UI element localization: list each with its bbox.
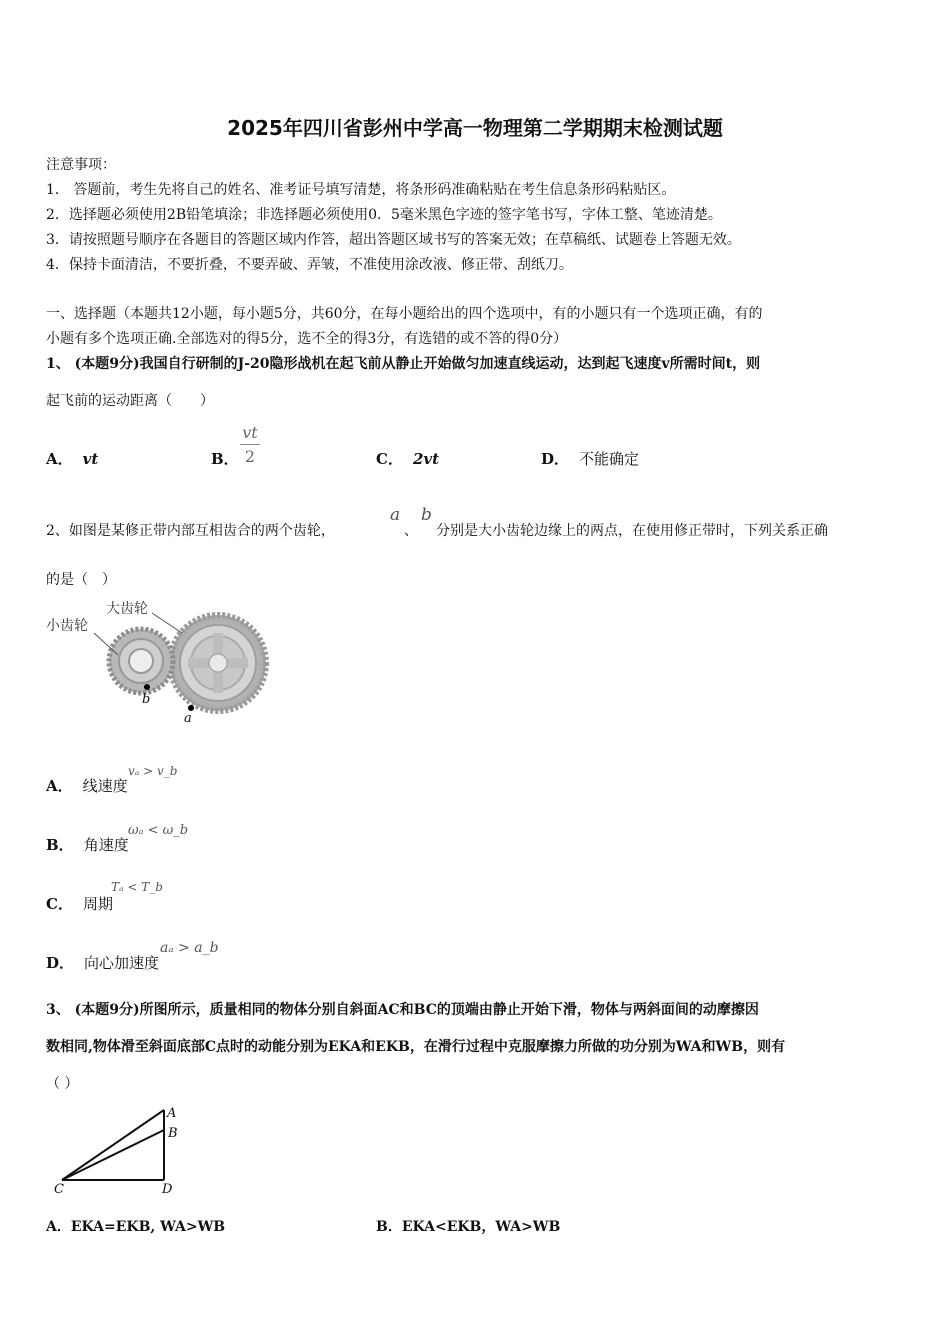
option-text: 角速度: [83, 836, 129, 854]
notice-item: 1． 答题前，考生先将自己的姓名、准考证号填写清楚，将条形码准确粘贴在考生信息条形码粘贴区。: [46, 182, 676, 198]
q2-option-d[interactable]: [46, 952, 159, 973]
point-b-label: b: [142, 692, 151, 707]
option-label: B．: [211, 450, 239, 468]
q3-stem-line1: 3、 (本题9分)所图所示，质量相同的物体分别自斜面AC和BC的顶端由静止开始下滑，物体与两斜面间的动摩擦因: [46, 1002, 759, 1018]
option-label: C．: [46, 895, 73, 913]
q2-stem-line2: 的是（ ）: [46, 572, 116, 588]
section-intro-line1: 一、选择题（本题共12小题，每小题5分，共60分，在每小题给出的四个选项中，有的小题只有一个选项正确，有的: [46, 306, 763, 322]
option-label: D．: [541, 450, 570, 468]
notice-heading: 注意事项：: [46, 157, 116, 173]
option-text: 周期: [82, 895, 113, 913]
page-title: 2025年四川省彭州中学高一物理第二学期期末检测试题: [227, 116, 723, 140]
label-d: D: [162, 1182, 173, 1195]
q3-option-a[interactable]: [46, 1216, 225, 1236]
point-a-label: a: [184, 711, 192, 726]
big-gear-leader: [152, 613, 182, 633]
q2-var-a: a: [390, 505, 401, 525]
point-b-dot: [144, 684, 150, 690]
option-text: EKA=EKB, WA>WB: [70, 1219, 226, 1235]
q2-sep: 、: [404, 523, 418, 539]
label-c: C: [54, 1182, 64, 1195]
fraction-denominator: 2: [244, 447, 256, 466]
q2-option-d-math: aₐ > a_b: [160, 940, 219, 956]
q1-stem-line2: 起飞前的运动距离（ ）: [46, 393, 214, 409]
q2-var-b: b: [421, 505, 432, 525]
q2-stem-line1a: 2、如图是某修正带内部互相齿合的两个齿轮，: [46, 523, 335, 539]
big-gear-label: 大齿轮: [106, 601, 148, 617]
option-text: 向心加速度: [84, 954, 160, 972]
notice-item: 3．请按照题号顺序在各题目的答题区域内作答，超出答题区域书写的答案无效；在草稿纸、试题卷上答题无效。: [46, 232, 741, 248]
q3-stem-line2: 数相同,物体滑至斜面底部C点时的动能分别为EKA和EKB，在滑行过程中克服摩擦力所做的功分别为WA和WB，则有: [46, 1039, 786, 1055]
option-label: A．: [46, 777, 73, 795]
big-gear: [170, 615, 266, 711]
incline-ac: [62, 1110, 164, 1180]
option-label: D．: [46, 954, 75, 972]
q2-option-c[interactable]: [46, 893, 113, 914]
q3-option-b[interactable]: [376, 1216, 560, 1236]
option-text: EKA<EKB，WA>WB: [401, 1219, 561, 1235]
q1-stem-line1: 1、 (本题9分)我国自行研制的J-20隐形战机在起飞前从静止开始做匀加速直线运动，达到起飞速度v所需时间t，则: [46, 356, 761, 372]
q2-option-b[interactable]: [46, 834, 129, 855]
option-label: C．: [376, 450, 403, 468]
option-label: A．: [46, 1219, 71, 1235]
option-text: 2vt: [412, 450, 440, 468]
label-a: A: [167, 1106, 177, 1121]
option-text: 线速度: [82, 777, 128, 795]
incline-figure: [48, 1100, 188, 1195]
label-b: B: [168, 1126, 178, 1141]
q2-stem-line1b: 分别是大小齿轮边缘上的两点，在使用修正带时，下列关系正确: [436, 523, 828, 539]
q1-option-c[interactable]: [376, 448, 439, 469]
option-label: B．: [46, 836, 74, 854]
notice-item: 2．选择题必须使用2B铅笔填涂；非选择题必须使用0．5毫米黑色字迹的签字笔书写，字体工整、笔迹清楚。: [46, 207, 722, 223]
q1-option-b-fraction: [240, 423, 260, 466]
option-text: vt: [82, 450, 99, 468]
notice-item: 4．保持卡面清洁，不要折叠，不要弄破、弄皱，不准使用涂改液、修正带、刮纸刀。: [46, 257, 573, 273]
fraction-numerator: vt: [242, 423, 258, 442]
option-label: B．: [376, 1219, 402, 1235]
q1-option-d[interactable]: [541, 448, 639, 469]
option-text: 不能确定: [579, 450, 640, 468]
q3-stem-line3: （ ）: [46, 1076, 79, 1092]
q2-option-c-math: Tₐ < T_b: [111, 880, 163, 894]
gear-figure: [44, 595, 270, 730]
q2-option-b-math: ωₐ < ω_b: [128, 823, 189, 838]
q2-option-a[interactable]: [46, 775, 128, 796]
incline-bc: [62, 1130, 164, 1180]
option-label: A．: [46, 450, 73, 468]
q2-option-a-math: vₐ > v_b: [128, 764, 178, 778]
small-gear: [109, 629, 173, 693]
small-gear-label: 小齿轮: [46, 618, 88, 634]
section-intro-line2: 小题有多个选项正确.全部选对的得5分，选不全的得3分，有选错的或不答的得0分）: [46, 331, 568, 347]
q1-option-a[interactable]: [46, 448, 98, 469]
